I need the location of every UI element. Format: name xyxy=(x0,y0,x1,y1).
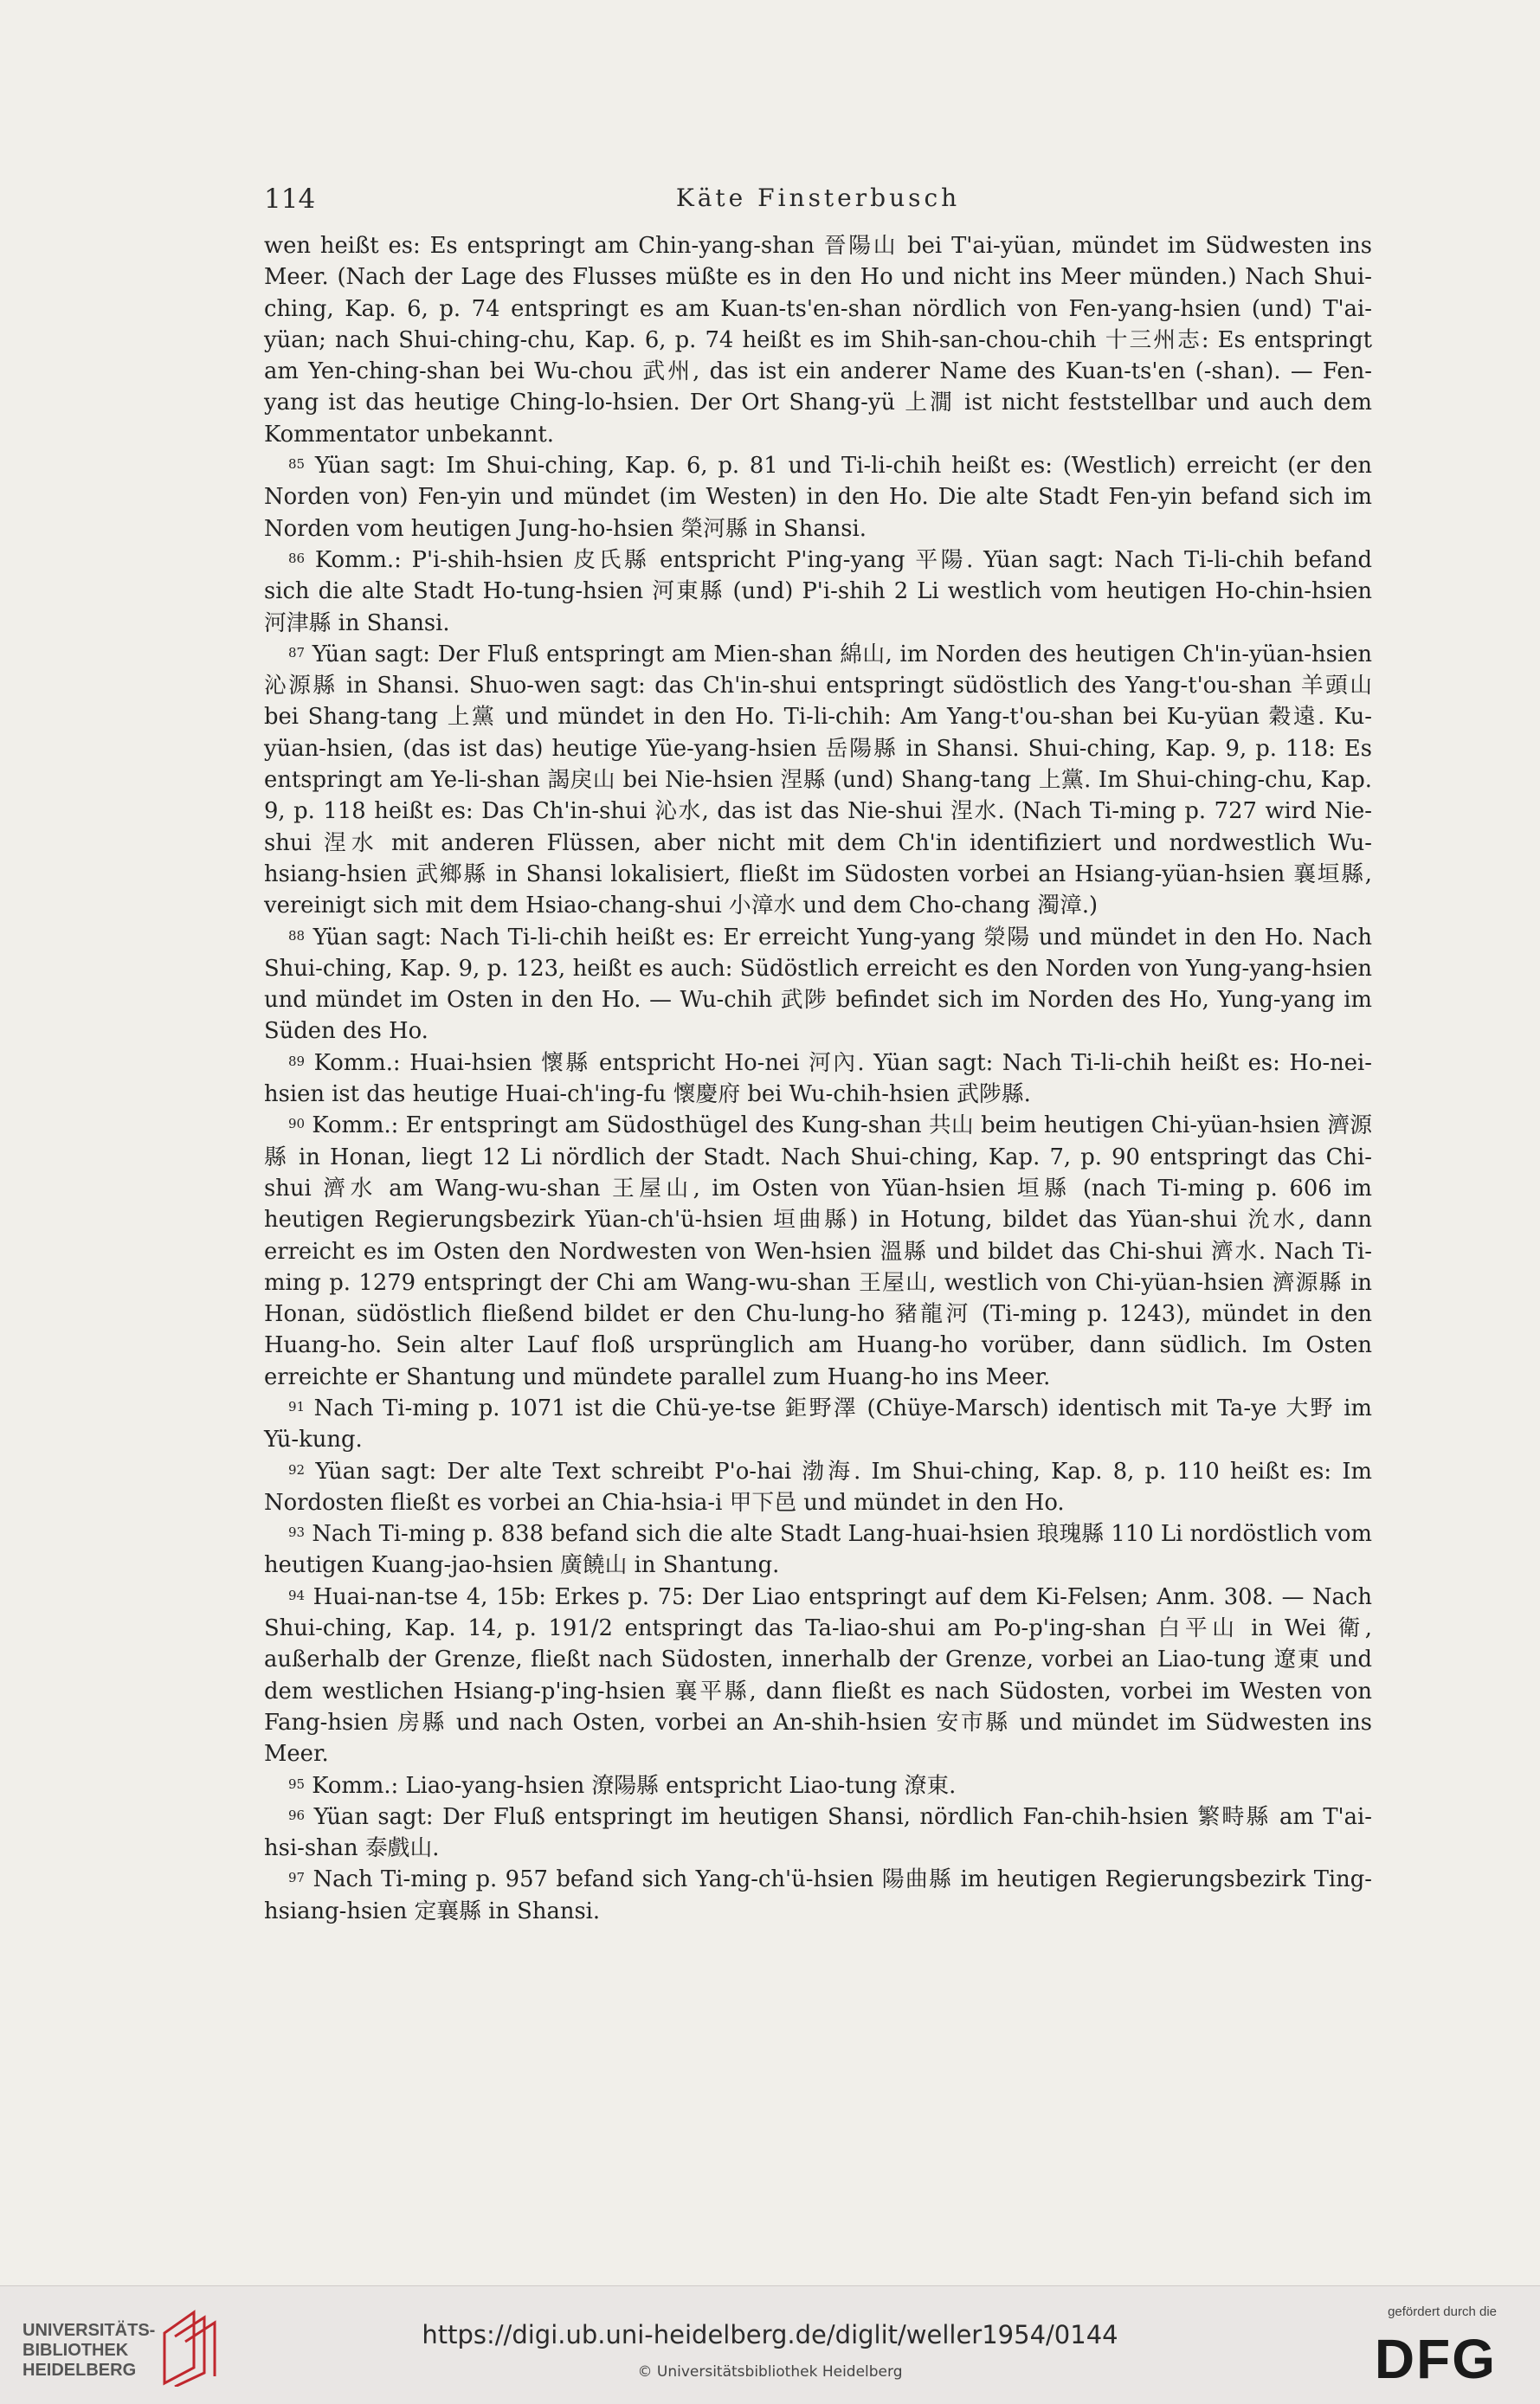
dfg-logo: DFG xyxy=(1374,2328,1497,2390)
library-name-line: UNIVERSITÄTS- xyxy=(23,2321,156,2340)
footnote-number: 86 xyxy=(288,550,306,566)
footnote-text: Yüan sagt: Der Fluß entspringt im heutigen Shansi, nördlich Fan-chih-hsien 繁畤縣 am T'ai-hsi-shan 泰戲山. xyxy=(264,1803,1372,1862)
footnote-89 xyxy=(264,1047,1372,1111)
footnote-text: Komm.: P'i-shih-hsien 皮氏縣 entspricht P'ing-yang 平陽. Yüan sagt: Nach Ti-li-chih befand sich die alte Stadt Ho-tung-hsien 河東縣 (und) P'i-shih 2 Li westlich vom heutigen Ho-chin-hsien 河津縣 in Shansi. xyxy=(264,546,1372,636)
footnote-96 xyxy=(264,1801,1372,1865)
footnote-86 xyxy=(264,545,1372,639)
footnote-text: Yüan sagt: Der Fluß entspringt am Mien-shan 綿山, im Norden des heutigen Ch'in-yüan-hsien 沁源縣 in Shansi. Shuo-wen sagt: das Ch'in-shui entspringt südöstlich des Yang-t'ou-shan 羊頭山 bei Shang-tang 上黨 und mündet in den Ho. Ti-li-chih: Am Yang-t'ou-shan bei Ku-yüan 穀遠. Ku-yüan-hsien, (das ist das) heutige Yüe-yang-hsien 岳陽縣 in Shansi. Shui-ching, Kap. 9, p. 118: Es entspringt am Ye-li-shan 謁戾山 bei Nie-hsien 涅縣 (und) Shang-tang 上黨. Im Shui-ching-chu, Kap. 9, p. 118 heißt es: Das Ch'in-shui 沁水, das ist das Nie-shui 涅水. (Nach Ti-ming p. 727 wird Nie-shui 涅水 mit anderen Flüssen, aber nicht mit dem Ch'in identifiziert und nordwestlich Wu-hsiang-hsien 武鄉縣 in Shansi lokalisiert, fließt im Südosten vorbei an Hsiang-yüan-hsien 襄垣縣, vereinigt sich mit dem Hsiao-chang-shui 小漳水 und dem Cho-chang 濁漳.) xyxy=(264,641,1373,919)
footnote-text: Huai-nan-tse 4, 15b: Erkes p. 75: Der Liao entspringt auf dem Ki-Felsen; Anm. 308. — Nach Shui-ching, Kap. 14, p. 191/2 entspringt das Ta-liao-shui am Po-p'ing-shan 白平山 in Wei 衛, außerhalb der Grenze, fließt nach Südosten, innerhalb der Grenze, vorbei an Liao-tung 遼東 und dem westlichen Hsiang-p'ing-hsien 襄平縣, dann fließt es nach Südosten, vorbei im Westen von Fang-hsien 房縣 und nach Osten, vorbei an An-shih-hsien 安市縣 und mündet im Südwesten ins Meer. xyxy=(264,1583,1372,1768)
footnote-text: Yüan sagt: Der alte Text schreibt P'o-hai 渤海. Im Shui-ching, Kap. 8, p. 110 heißt es: Im Nordosten fließt es vorbei an Chia-hsia-i 甲下邑 und mündet in den Ho. xyxy=(264,1458,1372,1516)
footnote-number: 92 xyxy=(288,1461,306,1478)
footnote-number: 95 xyxy=(288,1776,306,1792)
footnote-number: 89 xyxy=(288,1053,306,1069)
footnote-number: 97 xyxy=(288,1870,306,1886)
footnote-91 xyxy=(264,1393,1372,1456)
library-name-line: HEIDELBERG xyxy=(23,2361,137,2380)
footnote-text: Komm.: Huai-hsien 懷縣 entspricht Ho-nei 河內. Yüan sagt: Nach Ti-li-chih heißt es: Ho-nei-hsien ist das heutige Huai-ch'ing-fu 懷慶府 bei Wu-chih-hsien 武陟縣. xyxy=(264,1049,1373,1108)
footnote-88 xyxy=(264,922,1372,1047)
footnote-number: 90 xyxy=(288,1116,306,1132)
page-number: 114 xyxy=(264,184,316,215)
running-title: Käte Finsterbusch xyxy=(675,184,961,212)
footnote-number: 93 xyxy=(288,1524,306,1541)
permalink-url[interactable]: https://digi.ub.uni-heidelberg.de/diglit/weller1954/0144 xyxy=(422,2320,1118,2349)
footnote-text: Nach Ti-ming p. 838 befand sich die alte Stadt Lang-huai-hsien 琅瑰縣 110 Li nordöstlich vom heutigen Kuang-jao-hsien 廣饒山 in Shantung. xyxy=(264,1521,1372,1579)
footnote-number: 87 xyxy=(288,644,306,661)
footnote-text: Yüan sagt: Im Shui-ching, Kap. 6, p. 81 und Ti-li-chih heißt es: (Westlich) erreicht (er den Norden von) Fen-yin und mündet (im Westen) in den Ho. Die alte Stadt Fen-yin befand sich im Norden vom heutigen Jung-ho-hsien 榮河縣 in Shansi. xyxy=(264,453,1372,542)
footnote-text: Komm.: Liao-yang-hsien 潦陽縣 entspricht Liao-tung 潦東. xyxy=(312,1772,957,1799)
copyright-notice: © Universitätsbibliothek Heidelberg xyxy=(637,2363,903,2381)
footnote-93 xyxy=(264,1518,1372,1582)
footnote-number: 85 xyxy=(288,456,306,473)
footnote-92 xyxy=(264,1456,1372,1519)
footnote-85 xyxy=(264,450,1372,545)
footnote-90 xyxy=(264,1110,1372,1393)
footnote-text: Nach Ti-ming p. 1071 ist die Chü-ye-tse 鉅野澤 (Chüye-Marsch) identisch mit Ta-ye 大野 im Yü-kung. xyxy=(264,1395,1372,1453)
footnote-number: 94 xyxy=(288,1587,306,1603)
footnote-number: 91 xyxy=(288,1398,306,1415)
footnotes-body xyxy=(264,230,1372,1927)
paragraph-continuation xyxy=(264,230,1372,450)
page-header xyxy=(264,184,1372,218)
footnote-text: Nach Ti-ming p. 957 befand sich Yang-ch'ü-hsien 陽曲縣 im heutigen Regierungsbezirk Ting-hsiang-hsien 定襄縣 in Shansi. xyxy=(264,1866,1372,1924)
footnote-text: Yüan sagt: Nach Ti-li-chih heißt es: Er erreicht Yung-yang 滎陽 und mündet in den Ho. Nach Shui-ching, Kap. 9, p. 123, heißt es auch: Südöstlich erreicht es den Norden von Yung-yang-hsien und mündet im Osten in den Ho. — Wu-chih 武陟 befindet sich im Norden des Ho, Yung-yang im Süden des Ho. xyxy=(264,924,1372,1045)
footnote-97 xyxy=(264,1864,1372,1927)
funding-caption: gefördert durch die xyxy=(1388,2304,1497,2319)
footnote-text: wen heißt es: Es entspringt am Chin-yang-shan 晉陽山 bei T'ai-yüan, mündet im Südwesten ins Meer. (Nach der Lage des Flusses müßte es in den Ho und nicht ins Meer münden.) Nach Shui-ching, Kap. 6, p. 74 entspringt es am Kuan-ts'en-shan nördlich von Fen-yang-hsien (und) T'ai-yüan; nach Shui-ching-chu, Kap. 6, p. 74 heißt es im Shih-san-chou-chih 十三州志: Es entspringt am Yen-ching-shan bei Wu-chou 武州, das ist ein anderer Name des Kuan-ts'en (-shan). — Fen-yang ist das heutige Ching-lo-hsien. Der Ort Shang-yü 上㵎 ist nicht feststellbar und auch dem Kommentator unbekannt. xyxy=(264,233,1372,448)
footnote-94 xyxy=(264,1582,1372,1770)
footnote-text: Komm.: Er entspringt am Südosthügel des Kung-shan 共山 beim heutigen Chi-yüan-hsien 濟源縣 in Honan, liegt 12 Li nördlich der Stadt. Nach Shui-ching, Kap. 7, p. 90 entspringt das Chi-shui 濟水 am Wang-wu-shan 王屋山, im Osten von Yüan-hsien 垣縣 (nach Ti-ming p. 606 im heutigen Regierungsbezirk Yüan-ch'ü-hsien 垣曲縣) in Hotung, bildet das Yüan-shui 沇水, dann erreicht es im Osten den Nordwesten von Wen-hsien 溫縣 und bildet das Chi-shui 濟水. Nach Ti-ming p. 1279 entspringt der Chi am Wang-wu-shan 王屋山, westlich von Chi-yüan-hsien 濟源縣 in Honan, südöstlich fließend bildet er den Chu-lung-ho 豬龍河 (Ti-ming p. 1243), mündet in den Huang-ho. Sein alter Lauf floß ursprünglich am Huang-ho vorüber, dann südlich. Im Osten erreichte er Shantung und mündete parallel zum Huang-ho ins Meer. xyxy=(264,1112,1372,1390)
footnote-87 xyxy=(264,639,1372,922)
footnote-95 xyxy=(264,1770,1372,1801)
library-name-line: BIBLIOTHEK xyxy=(23,2341,129,2360)
footnote-number: 96 xyxy=(288,1807,306,1823)
footnote-number: 88 xyxy=(288,927,306,944)
